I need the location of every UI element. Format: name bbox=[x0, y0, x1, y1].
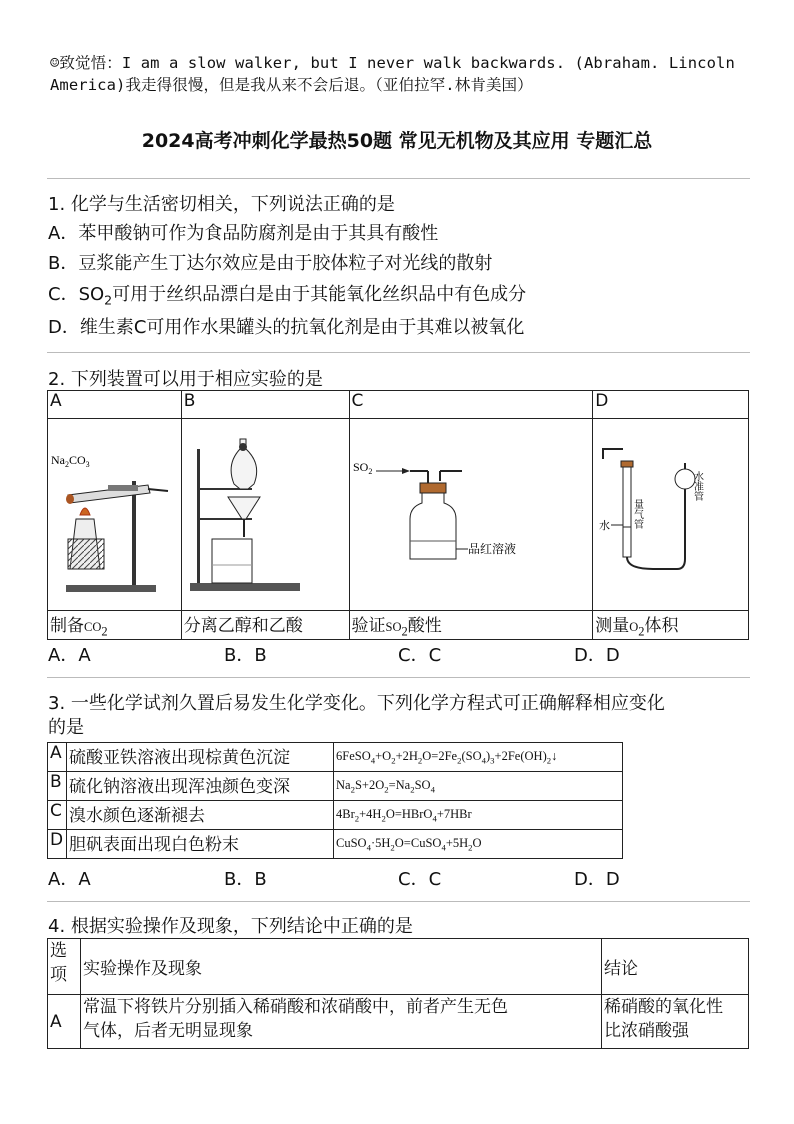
gas-burette-figure bbox=[593, 419, 745, 605]
motto-text: ☺致觉悟：I am a slow walker, but I never walk backwards. (Abraham. Lincoln America)我走得很慢，但是我从来不会后退。（亚伯拉罕.林肯美国） bbox=[50, 54, 735, 94]
q3-row-change: 溴水颜色逐渐褪去 bbox=[67, 801, 334, 830]
separatory-funnel-figure bbox=[182, 419, 346, 605]
q3-option-a[interactable]: A．A bbox=[48, 869, 91, 890]
q2-figure-d bbox=[593, 419, 749, 611]
figure-label: $Na_2CO_3$ bbox=[51, 453, 90, 469]
q2-header-c: C bbox=[349, 391, 593, 419]
q4-table bbox=[47, 938, 749, 1049]
q4-header-operation: 实验操作及现象 bbox=[81, 939, 602, 995]
q3-row-equation: $CuSO_4\cdot 5H_2O=CuSO_4+5H_2O$ bbox=[334, 830, 623, 859]
q3-row-change: 胆矾表面出现白色粉末 bbox=[67, 830, 334, 859]
q2-option-a[interactable]: A．A bbox=[48, 645, 91, 666]
q4-header-conclusion: 结论 bbox=[602, 939, 749, 995]
q1-option-a: A．苯甲酸钠可作为食品防腐剂是由于其具有酸性 bbox=[48, 223, 439, 244]
q4-row-conclusion: 稀硝酸的氧化性 比浓硝酸强 bbox=[602, 995, 749, 1049]
figure-label: 水准管 bbox=[691, 471, 703, 501]
q3-row-letter: D bbox=[48, 830, 67, 859]
q3-row-equation: $4Br_2+4H_2O=HBrO_4+7HBr$ bbox=[334, 801, 623, 830]
q1-stem: 1. 化学与生活密切相关，下列说法正确的是 bbox=[48, 194, 395, 215]
q2-caption-b: 分离乙醇和乙酸 bbox=[181, 611, 349, 640]
q2-option-d[interactable]: D．D bbox=[574, 645, 620, 666]
q1-option-c: C．$SO_2$可用于丝织品漂白是由于其能氧化丝织品中有色成分 bbox=[48, 284, 527, 308]
q2-caption-d: 测量$O_2$体积 bbox=[593, 611, 749, 640]
q2-apparatus-table bbox=[47, 390, 749, 640]
q2-caption-a: 制备$CO_2$ bbox=[48, 611, 182, 640]
divider bbox=[47, 352, 750, 353]
q3-row-letter: B bbox=[48, 772, 67, 801]
q1-option-b: B．豆浆能产生丁达尔效应是由于胶体粒子对光线的散射 bbox=[48, 253, 493, 274]
q2-option-c[interactable]: C．C bbox=[398, 645, 442, 666]
q2-header-a: A bbox=[48, 391, 182, 419]
q3-stem-line1: 3. 一些化学试剂久置后易发生化学变化。下列化学方程式可正确解释相应变化 bbox=[48, 693, 665, 714]
q2-header-b: B bbox=[181, 391, 349, 419]
q3-row-equation: $6FeSO_4+O_2+2H_2O=2Fe_2(SO_4)_3+2Fe(OH)_2↓$ bbox=[334, 743, 623, 772]
figure-label: $SO_2$ bbox=[352, 460, 372, 476]
q4-row-letter: A bbox=[48, 995, 81, 1049]
q3-option-b[interactable]: B．B bbox=[224, 869, 267, 890]
page-title: 2024高考冲刺化学最热50题 常见无机物及其应用 专题汇总 bbox=[141, 130, 653, 152]
q3-row-letter: C bbox=[48, 801, 67, 830]
q3-row-change: 硫酸亚铁溶液出现棕黄色沉淀 bbox=[67, 743, 334, 772]
q4-header-option: 选 项 bbox=[48, 939, 81, 995]
q3-row-letter: A bbox=[48, 743, 67, 772]
gas-washing-bottle-figure bbox=[350, 419, 590, 605]
q2-figure-b bbox=[181, 419, 349, 611]
divider bbox=[47, 178, 750, 179]
q3-option-c[interactable]: C．C bbox=[398, 869, 442, 890]
q3-row-change: 硫化钠溶液出现浑浊颜色变深 bbox=[67, 772, 334, 801]
q4-row-operation: 常温下将铁片分别插入稀硝酸和浓硝酸中，前者产生无色 气体，后者无明显现象 bbox=[81, 995, 602, 1049]
q3-stem-line2: 的是 bbox=[48, 717, 84, 738]
q2-header-d: D bbox=[593, 391, 749, 419]
q2-figure-c bbox=[349, 419, 593, 611]
figure-label: 量气管 bbox=[631, 499, 643, 529]
q4-stem: 4. 根据实验操作及现象，下列结论中正确的是 bbox=[48, 916, 413, 937]
q3-table bbox=[47, 742, 623, 859]
divider bbox=[47, 677, 750, 678]
q3-option-d[interactable]: D．D bbox=[574, 869, 620, 890]
q2-option-b[interactable]: B．B bbox=[224, 645, 267, 666]
figure-label: 水 bbox=[599, 520, 611, 532]
figure-label: 品红溶液 bbox=[467, 542, 516, 556]
q2-figure-a bbox=[48, 419, 182, 611]
q2-stem: 2. 下列装置可以用于相应实验的是 bbox=[48, 369, 323, 390]
q2-caption-c: 验证$SO_2$酸性 bbox=[349, 611, 593, 640]
heating-apparatus-figure bbox=[48, 419, 178, 605]
divider bbox=[47, 901, 750, 902]
q1-option-d: D．维生素C可用作水果罐头的抗氧化剂是由于其难以被氧化 bbox=[48, 317, 525, 338]
q3-row-equation: $Na_2S+2O_2=Na_2SO_4$ bbox=[334, 772, 623, 801]
